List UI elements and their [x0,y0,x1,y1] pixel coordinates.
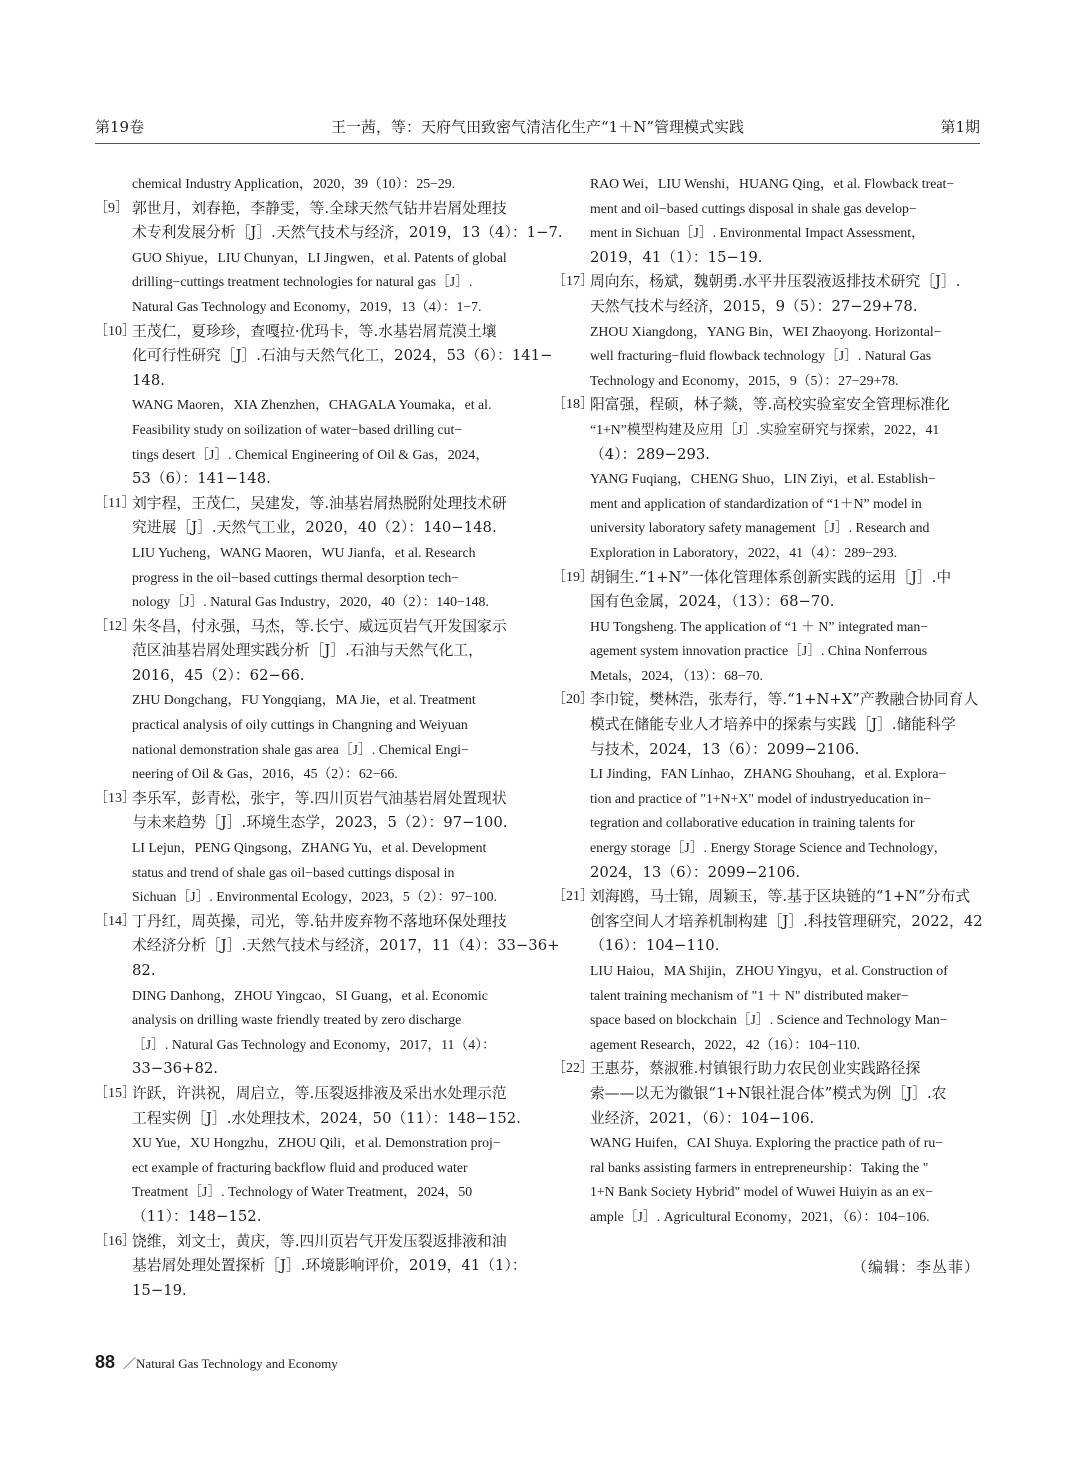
reference-number: ［16］ [94,1233,136,1249]
reference-line [132,1057,522,1082]
running-title: 王一茜，等：天府气田致密气清洁化生产“1＋N”管理模式实践 [330,118,744,136]
reference-entry [94,787,522,910]
reference-text: agement system innovation practice［J］. China Nonferrous [590,643,928,659]
reference-text: XU Yue，XU Hongzhu，ZHOU Qili，et al. Demonstration proj− [132,1135,501,1151]
reference-text: ral banks assisting farmers in entrepreneurship：Taking the " [590,1159,929,1175]
reference-line [94,910,522,935]
reference-line [590,1033,980,1058]
reference-text: 郭世月，刘春艳，李静雯，等.全球天然气钻井岩屑处理技 [132,199,507,217]
reference-text: 工程实例［J］.水处理技术，2024，50（11）：148−152. [132,1109,521,1127]
reference-line [132,762,522,787]
reference-entry [590,172,980,270]
reference-text: ZHU Dongchang，FU Yongqiang，MA Jie，et al. Treatment [132,692,476,708]
reference-line [590,516,980,541]
reference-text: 53（6）：141−148. [132,470,271,488]
reference-entry [94,320,553,492]
reference-number: ［10］ [94,323,136,339]
reference-line [590,1082,980,1107]
reference-line [590,1107,980,1132]
reference-text: 饶维，刘文士，黄庆，等.四川页岩气开发压裂返排液和油 [132,1232,507,1250]
reference-line [590,664,980,689]
reference-line [590,492,980,517]
reference-entry [94,1082,522,1230]
reference-text: 2019，41（1）：15−19. [590,248,763,266]
reference-line [132,1008,522,1033]
reference-text: WANG Maoren，XIA Zhenzhen，CHAGALA Youmaka，et al. [132,397,492,413]
reference-entry [552,688,980,885]
reference-number: ［17］ [552,274,594,290]
reference-number: ［22］ [552,1061,594,1077]
reference-text: 国有色金属，2024，（13）：68−70. [590,593,835,611]
reference-text: ect example of fracturing backflow fluid and produced water [132,1159,468,1175]
reference-line [132,639,522,664]
reference-line [132,713,522,738]
reference-text: 15−19. [132,1281,187,1299]
reference-line [132,467,522,492]
reference-line [590,1205,980,1230]
reference-text: 与技术，2024，13（6）：2099−2106. [590,740,860,758]
reference-line [132,1131,522,1156]
reference-text: （4）：289−293. [590,445,710,463]
reference-line [590,984,980,1009]
reference-line [132,393,522,418]
reference-text: ［J］. Natural Gas Technology and Economy，2017，11（4）： [132,1036,496,1052]
reference-text: YANG Fuqiang，CHENG Shuo，LIN Ziyi，et al. Establish− [590,471,936,487]
reference-line [132,664,522,689]
reference-text: 许跃，许洪祝，周启立，等.压裂返排液及采出水处理示范 [132,1084,507,1102]
reference-entry [94,197,563,320]
reference-text: HU Tongsheng. The application of “1 ＋ N” integrated man− [590,618,929,634]
reference-line [552,270,980,295]
reference-line [590,787,980,812]
reference-text: RAO Wei，LIU Wenshi，HUANG Qing，et al. Flowback treat− [590,176,955,191]
reference-line [590,467,980,492]
reference-line [552,1057,980,1082]
reference-text: ment and oil−based cuttings disposal in shale gas develop− [590,200,917,216]
reference-number: ［19］ [552,569,594,585]
reference-line [132,1107,522,1132]
reference-line [94,1230,522,1255]
reference-text: tegration and collaborative education in training talents for [590,815,915,831]
reference-line [590,1180,980,1205]
reference-line [132,246,522,271]
header-rule [95,143,980,144]
reference-line [590,295,980,320]
reference-line [132,984,522,1009]
reference-text: 化可行性研究［J］.石油与天然气化工，2024，53（6）：141− [132,347,553,365]
reference-text: （16）：104−110. [590,937,720,955]
reference-text: national demonstration shale gas area［J］. Chemical Engi− [132,741,469,757]
reference-text: talent training mechanism of "1 ＋ N" distributed maker− [590,987,909,1003]
page-footer [95,1352,338,1373]
reference-entry [552,1057,980,1229]
reference-text: 丁丹红，周英操，司光，等.钻井废弃物不落地环保处理技 [132,912,507,930]
reference-line [132,1180,522,1205]
reference-line [132,738,522,763]
reference-line [132,885,522,910]
reference-text: 王茂仁，夏珍珍，查嘎拉·优玛卡，等.水基岩屑荒漠土壤 [132,322,497,340]
reference-line [590,811,980,836]
reference-line [132,836,522,861]
reference-line [590,344,980,369]
reference-text: LI Lejun，PENG Qingsong，ZHANG Yu，et al. Development [132,840,487,856]
reference-line [590,639,980,664]
reference-line [94,1082,522,1107]
reference-line [132,1205,522,1230]
reference-line [590,615,980,640]
reference-entry [552,393,980,565]
reference-line [132,861,522,886]
reference-text: Technology and Economy，2015，9（5）：27−29+78. [590,372,899,388]
reference-line [590,443,980,468]
reference-text: 82. [132,962,156,979]
reference-text: 33−36+82. [132,1060,218,1078]
reference-text: neering of Oil & Gas，2016，45（2）：62−66. [132,766,398,782]
reference-line [590,590,980,615]
reference-text: 2024，13（6）：2099−2106. [590,863,801,881]
editor-credit: （编辑：李丛菲） [851,1258,980,1276]
reference-text: nology［J］. Natural Gas Industry，2020，40（2）：140−148. [132,594,489,610]
reference-text: practical analysis of oily cuttings in Changning and Weiyuan [132,717,468,733]
reference-line [552,393,980,418]
reference-line [590,369,980,394]
reference-text: 范区油基岩屑处理实践分析［J］.石油与天然气化工， [132,642,483,660]
reference-text: Feasibility study on soilization of water−based drilling cut− [132,421,463,437]
reference-number: ［12］ [94,618,136,634]
reference-number: ［11］ [94,495,136,511]
reference-line [132,221,563,246]
reference-line [132,344,553,369]
reference-text: 朱冬昌，付永强，马杰，等.长宁、威远页岩气开发国家示 [132,617,507,635]
running-header [95,116,980,142]
reference-line [132,270,522,295]
reference-text: agement Research，2022，42（16）：104−110. [590,1036,861,1052]
reference-text: Treatment［J］. Technology of Water Treatment，2024，50 [132,1184,473,1200]
reference-entry [552,566,980,689]
reference-line [590,172,980,197]
reference-line [132,1254,527,1279]
reference-text: ment in Sichuan［J］. Environmental Impact Assessment， [590,225,925,241]
reference-text: 天然气技术与经济，2015，9（5）：27−29+78. [590,297,918,315]
reference-entry [552,270,980,393]
reference-number: ［13］ [94,790,136,806]
reference-text: 李乐军，彭青松，张宇，等.四川页岩气油基岩屑处置现状 [132,789,507,807]
reference-line [94,492,522,517]
reference-text: analysis on drilling waste friendly treated by zero discharge [132,1012,462,1028]
reference-column-right [552,172,983,1230]
reference-text: 刘宇程，王茂仁，吴建发，等.油基岩屑热脱附处理技术研 [132,494,507,512]
reference-text: chemical Industry Application，2020，39（10）：25−29. [132,176,456,191]
reference-line [590,1008,980,1033]
reference-line [590,959,980,984]
reference-line [552,885,980,910]
reference-line [132,418,522,443]
reference-column-left [94,172,563,1303]
reference-line [132,516,522,541]
reference-line [590,1156,980,1181]
reference-line [132,369,522,394]
reference-entry [94,910,560,1082]
reference-line [94,615,522,640]
reference-text: ZHOU Xiangdong，YANG Bin，WEI Zhaoyong. Horizontal− [590,323,942,339]
reference-line [132,172,522,197]
reference-text: 基岩屑处理处置探析［J］.环境影响评价，2019，41（1）： [132,1257,527,1275]
reference-line [132,1033,522,1058]
reference-line [590,934,980,959]
reference-line [590,221,980,246]
reference-text: Exploration in Laboratory，2022，41（4）：289−293. [590,544,898,560]
reference-number: ［18］ [552,397,594,413]
reference-text: progress in the oil−based cuttings thermal desorption tech− [132,569,460,585]
reference-text: 术经济分析［J］.天然气技术与经济，2017，11（4）：33−36+ [132,937,560,955]
reference-line [590,246,980,271]
reference-text: Metals，2024，（13）：68−70. [590,667,763,683]
reference-line [590,836,980,861]
reference-entry [94,615,522,787]
reference-text: GUO Shiyue，LIU Chunyan，LI Jingwen，et al. Patents of global [132,249,507,265]
reference-text: drilling−cuttings treatment technologies for natural gas［J］. [132,274,473,290]
reference-line [590,713,980,738]
journal-name: ／Natural Gas Technology and Economy [123,1356,338,1371]
reference-text: 索——以无为徽银“1+N银社混合体”模式为例［J］.农 [590,1084,947,1102]
reference-entry [552,885,983,1057]
reference-line [590,320,980,345]
reference-line [132,688,522,713]
reference-entry [132,172,522,197]
reference-line [132,1279,522,1304]
reference-text: Sichuan［J］. Environmental Ecology，2023，5（2）：97−100. [132,889,497,905]
reference-entry [94,1230,527,1304]
reference-line [132,959,522,984]
reference-number: ［15］ [94,1085,136,1101]
reference-line [590,910,983,935]
reference-text: “1+N”模型构建及应用［J］.实验室研究与探索，2022，41 [590,421,940,437]
reference-text: 周向东，杨斌，魏朝勇.水平井压裂液返排技术研究［J］. [590,273,961,291]
reference-number: ［21］ [552,889,594,905]
reference-text: 术专利发展分析［J］.天然气技术与经济，2019，13（4）：1−7. [132,224,563,242]
reference-text: 与未来趋势［J］.环境生态学，2023，5（2）：97−100. [132,814,508,832]
reference-text: 李巾锭，樊林浩，张寿行，等.“1+N+X”产教融合协同育人 [590,691,979,709]
reference-line [590,762,980,787]
reference-number: ［14］ [94,913,136,929]
reference-line [132,590,522,615]
reference-text: WANG Huifen，CAI Shuya. Exploring the practice path of ru− [590,1135,943,1151]
reference-text: LIU Yucheng，WANG Maoren，WU Jianfa，et al. Research [132,544,476,560]
reference-line [132,934,560,959]
reference-text: tion and practice of "1+N+X" model of industryeducation in− [590,790,932,806]
reference-text: 148. [132,371,165,389]
reference-number: ［9］ [94,200,129,216]
reference-line [590,197,980,222]
reference-line [132,541,522,566]
reference-text: 2016，45（2）：62−66. [132,666,305,684]
reference-text: 刘海鸥，马士锦，周颖玉，等.基于区块链的“1+N”分布式 [590,888,971,906]
reference-text: （11）：148−152. [132,1207,262,1225]
reference-text: tings desert［J］. Chemical Engineering of Oil & Gas，2024， [132,446,490,462]
reference-line [94,197,522,222]
reference-line [94,320,522,345]
reference-text: 模式在储能专业人才培养中的探索与实践［J］.储能科学 [590,716,956,734]
reference-text: ample［J］. Agricultural Economy，2021，（6）：104−106. [590,1208,930,1224]
reference-line [94,787,522,812]
reference-text: LI Jinding，FAN Linhao，ZHANG Shouhang，et al. Explora− [590,766,947,782]
volume-label: 第19卷 [95,118,145,136]
reference-text: 王惠芬，蔡淑雅.村镇银行助力农民创业实践路径探 [590,1060,921,1078]
reference-text: 业经济，2021，（6）：104−106. [590,1109,815,1127]
reference-text: well fracturing−fluid flowback technology［J］. Natural Gas [590,348,932,364]
reference-line [590,1131,980,1156]
reference-text: ment and application of standardization of “1＋N” model in [590,495,922,511]
reference-line [132,1156,522,1181]
reference-line [590,541,980,566]
reference-text: 1+N Bank Society Hybrid" model of Wuwei Huiyin as an ex− [590,1184,934,1200]
reference-entry [94,492,522,615]
reference-text: 阳富强，程硕，林子燚，等.高校实验室安全管理标准化 [590,396,950,414]
reference-line [132,811,522,836]
reference-text: 胡铜生.“1+N”一体化管理体系创新实践的运用［J］.中 [590,568,952,586]
reference-text: Natural Gas Technology and Economy，2019，13（4）：1−7. [132,298,482,314]
reference-text: university laboratory safety management［J］. Research and [590,520,930,536]
reference-text: LIU Haiou，MA Shijin，ZHOU Yingyu，et al. Construction of [590,963,948,978]
reference-line [590,738,980,763]
reference-line [132,443,522,468]
reference-line [552,566,980,591]
reference-number: ［20］ [552,692,594,708]
reference-text: 创客空间人才培养机制构建［J］.科技管理研究，2022，42 [590,912,983,930]
reference-text: energy storage［J］. Energy Storage Science and Technology， [590,840,948,856]
reference-text: 究进展［J］.天然气工业，2020，40（2）：140−148. [132,519,497,537]
reference-text: DING Danhong，ZHOU Yingcao，SI Guang，et al. Economic [132,987,488,1003]
reference-line [132,566,522,591]
reference-line [552,688,980,713]
reference-line [132,295,522,320]
page-number: 88 [95,1352,116,1372]
issue-label: 第1期 [940,118,980,136]
reference-text: space based on blockchain［J］. Science and Technology Man− [590,1012,948,1028]
reference-text: status and trend of shale gas oil−based cuttings disposal in [132,864,455,880]
reference-line [590,418,980,443]
reference-line [590,861,980,886]
